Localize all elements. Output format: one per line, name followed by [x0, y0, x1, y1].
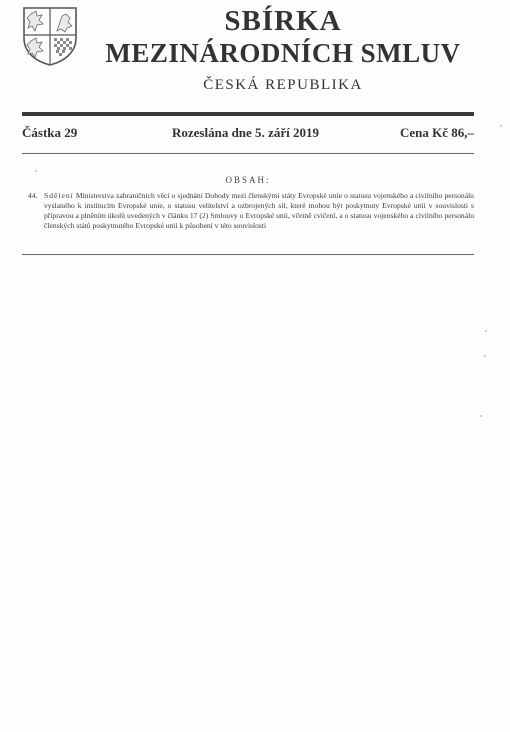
issue-bar	[22, 125, 474, 143]
entry-description: Ministerstva zahraničních věcí o sjednání Dohody mezi členskými státy Evropské unie o statusu vojenského a civilního personálu vyslaného k institucím Evropské unie, o statusu velitelství a ozbrojených sil, které mohou být poskytnuty Evropské unii v souvislosti s přípravou a plněním úkolů uvedených v článku 17 (2) Smlouvy o Evropské unii, včetně cvičení, a o statusu vojenského a civilního personálu členských států poskytnutého Evropské unii k působení v této souvislosti	[44, 191, 474, 230]
issue-number: Částka 29	[22, 125, 78, 140]
entry-lead-word: Sdělení	[44, 191, 74, 200]
scan-speck	[484, 355, 486, 357]
scan-speck	[485, 330, 487, 332]
entry-number: 44.	[28, 191, 38, 200]
collection-title: SBÍRKA	[224, 5, 342, 37]
contents-heading: OBSAH:	[225, 175, 271, 185]
issue-price: Cena Kč 86,–	[399, 125, 474, 140]
scan-speck	[500, 125, 502, 127]
header-rule	[22, 112, 474, 116]
state-emblem-icon	[22, 6, 78, 66]
country-name: ČESKÁ REPUBLIKA	[203, 77, 363, 93]
scan-speck	[35, 170, 37, 172]
issue-date: Rozeslána dne 5. září 2019	[172, 125, 319, 140]
scan-speck	[480, 415, 482, 417]
issue-bar-rule	[22, 153, 474, 154]
contents-rule	[22, 254, 474, 255]
entry-text	[44, 191, 474, 231]
collection-subtitle: MEZINÁRODNÍCH SMLUV	[105, 38, 461, 68]
